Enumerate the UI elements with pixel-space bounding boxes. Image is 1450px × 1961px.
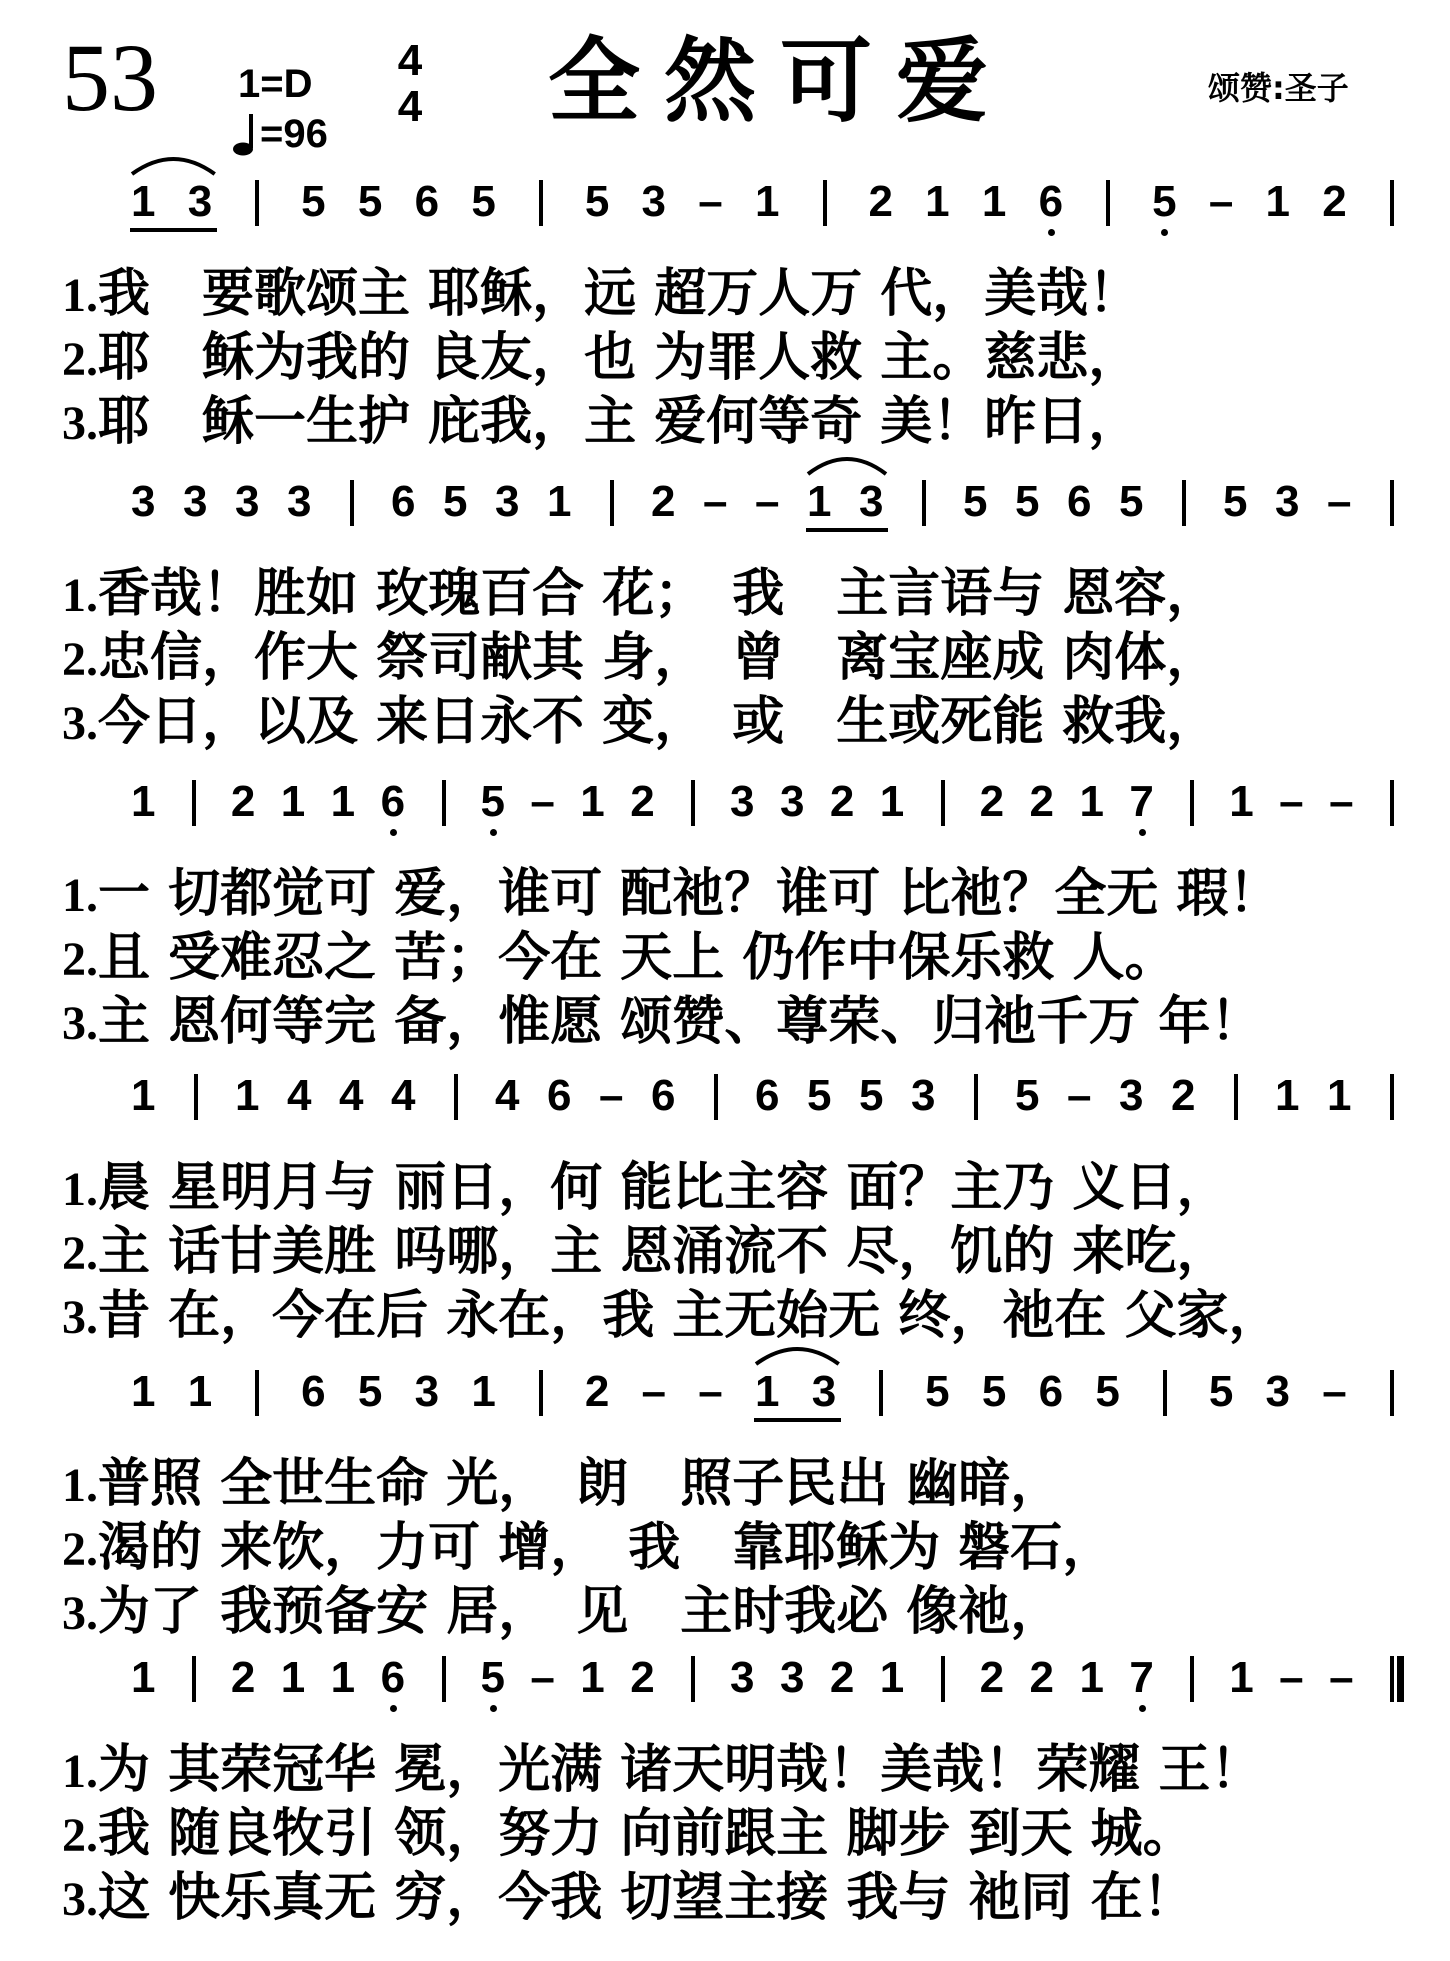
note: 3 [859, 477, 884, 526]
note: 3 [730, 777, 755, 826]
barline [454, 1074, 458, 1120]
verse-number: 1. [62, 869, 98, 922]
dash-note: – [698, 177, 723, 226]
dash-note: – [1329, 1653, 1354, 1702]
quarter-note-icon [232, 112, 256, 156]
verse-number: 3. [62, 1873, 98, 1926]
lyric-text: 耶 稣为我的 良友，也 为罪人救 主。慈悲， [98, 328, 1141, 388]
barline [194, 1074, 198, 1120]
lyric-line [62, 564, 1442, 626]
verse-number: 2. [62, 1809, 98, 1862]
note: 1 [330, 777, 356, 826]
barline [1234, 1074, 1238, 1120]
barline [539, 180, 543, 226]
hymn-number: 53 [62, 24, 158, 131]
barline [1106, 180, 1110, 226]
lyric-line [62, 264, 1442, 326]
barline [1190, 780, 1194, 826]
lyric-line [62, 328, 1442, 390]
lyric-text: 晨 星明月与 丽日，何 能比主容 面？主乃 义日， [98, 1158, 1229, 1218]
lyric-line [62, 1868, 1442, 1930]
tempo-marking [232, 112, 328, 156]
lyric-text: 我 随良牧引 领，努力 向前跟主 脚步 到天 城。 [98, 1804, 1195, 1864]
note: 5 [301, 177, 326, 226]
note: 2 [1029, 1653, 1055, 1702]
lyric-line [62, 1518, 1442, 1580]
time-signature [394, 38, 426, 130]
note: 1 [755, 177, 780, 226]
barline [1390, 180, 1394, 226]
barline [974, 1074, 978, 1120]
lyric-line [62, 928, 1442, 990]
barline [192, 780, 196, 826]
verse-number: 2. [62, 1523, 98, 1576]
barline [823, 180, 827, 226]
barline [192, 1656, 196, 1702]
barline [539, 1370, 543, 1416]
note: 2 [979, 777, 1005, 826]
dash-note: – [1279, 1653, 1304, 1702]
barline [442, 1656, 446, 1702]
note: 7 [1129, 1650, 1153, 1706]
note: 2 [630, 1653, 655, 1702]
note: 2 [1029, 777, 1055, 826]
note: 2 [829, 777, 855, 826]
note: 4 [287, 1071, 312, 1120]
verse-number: 1. [62, 1459, 98, 1512]
notation-row [0, 1364, 1450, 1428]
note: 3 [730, 1653, 755, 1702]
note: 6 [547, 1071, 572, 1120]
barline [714, 1074, 718, 1120]
time-signature-bottom: 4 [397, 82, 423, 131]
dash-note: – [530, 777, 555, 826]
page-title: 全然可爱 [548, 28, 1013, 135]
note: 1 [187, 1367, 213, 1416]
note: 3 [287, 477, 312, 526]
dash-note: – [641, 1367, 667, 1416]
barline [691, 780, 695, 826]
note: 6 [301, 1367, 326, 1416]
verse-number: 3. [62, 997, 98, 1050]
lyric-text: 主 话甘美胜 吗哪，主 恩涌流不 尽，饥的 来吃， [98, 1222, 1229, 1282]
lyric-text: 耶 稣一生护 庇我，主 爱何等奇 美！昨日， [98, 392, 1141, 452]
note: 6 [755, 1071, 780, 1120]
note: 1 [131, 1071, 156, 1120]
dash-note: – [703, 477, 728, 526]
note: 3 [1119, 1071, 1144, 1120]
note: 3 [187, 177, 213, 226]
verse-number: 3. [62, 1587, 98, 1640]
lyricist-credit: 颂赞:圣子 [1208, 69, 1349, 107]
note: 3 [1275, 477, 1300, 526]
verse-number: 2. [62, 933, 98, 986]
barline [255, 180, 259, 226]
note: 1 [131, 1653, 156, 1702]
note: 5 [1119, 477, 1144, 526]
time-signature-top: 4 [397, 36, 423, 85]
verse-number: 3. [62, 697, 98, 750]
note: 5 [1015, 1071, 1040, 1120]
note: 2 [1171, 1071, 1196, 1120]
note: 3 [495, 477, 520, 526]
lyric-text: 今日，以及 来日永不 变， 或 生或死能 救我， [98, 692, 1219, 752]
lyric-text: 渴的 来饮，力可 增， 我 靠耶稣为 磐石， [98, 1518, 1115, 1578]
verse-number: 3. [62, 397, 98, 450]
lyric-text: 普照 全世生命 光， 朗 照子民出 幽暗， [98, 1454, 1063, 1514]
notation-row [0, 774, 1450, 838]
note: 1 [879, 777, 905, 826]
lyric-line [62, 392, 1442, 454]
note: 1 [280, 777, 306, 826]
note: 1 [1229, 777, 1254, 826]
note: 1 [280, 1653, 306, 1702]
slur-mark [754, 1342, 841, 1366]
tempo-value: =96 [260, 112, 328, 156]
note: 2 [230, 777, 256, 826]
dash-note: – [755, 477, 780, 526]
lyric-text: 我 要歌颂主 耶稣，远 超万人万 代，美哉！ [98, 264, 1141, 324]
barline [1163, 1370, 1167, 1416]
note: 1 [547, 477, 572, 526]
lyric-text: 这 快乐真无 穷，今我 切望主接 我与 祂同 在！ [98, 1868, 1195, 1928]
note: 2 [868, 177, 893, 226]
note: 1 [1327, 1071, 1352, 1120]
note: 5 [1095, 1367, 1120, 1416]
lyric-line [62, 1158, 1442, 1220]
verse-number: 3. [62, 1291, 98, 1344]
note: 1 [235, 1071, 260, 1120]
note: 3 [1265, 1367, 1291, 1416]
barline [1390, 1370, 1394, 1416]
note: 6 [381, 1650, 405, 1706]
note: 3 [911, 1071, 936, 1120]
note: 6 [381, 774, 405, 830]
dash-note: – [1208, 177, 1234, 226]
lyric-text: 昔 在，今在后 永在，我 主无始无 终，祂在 父家， [98, 1286, 1281, 1346]
notation-row [0, 1650, 1450, 1714]
note: 1 [131, 777, 156, 826]
dash-note: – [530, 1653, 555, 1702]
verse-number: 1. [62, 1745, 98, 1798]
lyric-line [62, 628, 1442, 690]
note: 4 [495, 1071, 520, 1120]
note: 5 [443, 477, 468, 526]
note: 1 [1079, 1653, 1104, 1702]
lyric-line [62, 1454, 1442, 1516]
note: 1 [580, 777, 605, 826]
barline [1390, 480, 1394, 526]
note: 2 [630, 777, 655, 826]
dash-note: – [1327, 477, 1352, 526]
note: 5 [357, 1367, 383, 1416]
note: 3 [183, 477, 208, 526]
barline [941, 780, 945, 826]
note: 4 [339, 1071, 364, 1120]
lyric-line [62, 1222, 1442, 1284]
note: 5 [1223, 477, 1248, 526]
note: 5 [859, 1071, 884, 1120]
note: 2 [1322, 177, 1347, 226]
note: 4 [391, 1071, 416, 1120]
note: 5 [925, 1367, 950, 1416]
beam-underline [806, 528, 888, 532]
lyric-text: 忠信，作大 祭司献其 身， 曾 离宝座成 肉体， [98, 628, 1219, 688]
note: 1 [879, 1653, 905, 1702]
note: 2 [829, 1653, 855, 1702]
note: 3 [779, 1653, 805, 1702]
note: 2 [230, 1653, 256, 1702]
verse-number: 1. [62, 269, 98, 322]
note: 1 [1229, 1653, 1254, 1702]
dash-note: – [1322, 1367, 1347, 1416]
notation-row [0, 174, 1450, 238]
note: 2 [979, 1653, 1005, 1702]
verse-number: 2. [62, 333, 98, 386]
dash-note: – [599, 1071, 624, 1120]
barline [1182, 480, 1186, 526]
dash-note: – [1067, 1071, 1092, 1120]
note: 1 [1275, 1071, 1300, 1120]
key-signature: 1=D [238, 62, 313, 106]
note: 1 [131, 177, 156, 226]
note: 5 [981, 1367, 1007, 1416]
note: 3 [131, 477, 156, 526]
lyric-line [62, 692, 1442, 754]
note: 6 [1039, 174, 1063, 230]
note: 5 [357, 177, 383, 226]
dash-note: – [698, 1367, 723, 1416]
note: 6 [391, 477, 416, 526]
barline [610, 480, 614, 526]
barline [879, 1370, 883, 1416]
lyric-line [62, 1286, 1442, 1348]
note: 1 [471, 1367, 496, 1416]
lyric-line [62, 864, 1442, 926]
note: 2 [584, 1367, 610, 1416]
note: 6 [651, 1071, 676, 1120]
lyric-line [62, 1740, 1442, 1802]
verse-number: 1. [62, 569, 98, 622]
barline [1390, 1074, 1394, 1120]
note: 1 [807, 477, 832, 526]
dash-note: – [1279, 777, 1304, 826]
barline [922, 480, 926, 526]
note: 5 [1015, 477, 1040, 526]
beam-underline [754, 1418, 841, 1422]
note: 1 [131, 1367, 156, 1416]
barline [255, 1370, 259, 1416]
barline [691, 1656, 695, 1702]
note: 5 [1208, 1367, 1234, 1416]
lyric-text: 且 受难忍之 苦；今在 天上 仍作中保乐救 人。 [98, 928, 1177, 988]
lyric-line [62, 992, 1442, 1054]
note: 7 [1129, 774, 1153, 830]
barline [941, 1656, 945, 1702]
lyric-text: 一 切都觉可 爱，谁可 配祂？谁可 比祂？全无 瑕！ [98, 864, 1281, 924]
note: 3 [779, 777, 805, 826]
final-barline [1390, 1656, 1394, 1702]
barline [1190, 1656, 1194, 1702]
note: 3 [641, 177, 667, 226]
note: 1 [755, 1367, 780, 1416]
note: 5 [1152, 174, 1176, 230]
note: 5 [471, 177, 496, 226]
note: 6 [1038, 1367, 1064, 1416]
final-barline-thick [1397, 1656, 1404, 1702]
note: 5 [480, 1650, 504, 1706]
note: 3 [414, 1367, 440, 1416]
lyric-line [62, 1804, 1442, 1866]
notation-row [0, 1068, 1450, 1132]
dash-note: – [1329, 777, 1354, 826]
note: 1 [580, 1653, 605, 1702]
verse-number: 2. [62, 1227, 98, 1280]
lyric-text: 主 恩何等完 备，惟愿 颂赞、尊荣、归祂千万 年！ [98, 992, 1263, 1052]
note: 2 [651, 477, 676, 526]
note: 6 [1067, 477, 1092, 526]
barline [350, 480, 354, 526]
verse-number: 2. [62, 633, 98, 686]
lyric-text: 为了 我预备安 居， 见 主时我必 像祂， [98, 1582, 1063, 1642]
verse-number: 1. [62, 1163, 98, 1216]
lyric-text: 为 其荣冠华 冕，光满 诸天明哉！美哉！荣耀 王！ [98, 1740, 1263, 1800]
note: 6 [414, 177, 440, 226]
note: 5 [807, 1071, 832, 1120]
note: 3 [811, 1367, 837, 1416]
note: 1 [981, 177, 1007, 226]
barline [1390, 780, 1394, 826]
slur-mark [130, 152, 217, 176]
note: 1 [1265, 177, 1291, 226]
lyric-text: 香哉！胜如 玫瑰百合 花； 我 主言语与 恩容， [98, 564, 1219, 624]
note: 3 [235, 477, 260, 526]
note: 1 [330, 1653, 356, 1702]
beam-underline [130, 228, 217, 232]
note: 1 [1079, 777, 1104, 826]
note: 5 [480, 774, 504, 830]
lyric-line [62, 1582, 1442, 1644]
slur-mark [806, 452, 888, 476]
note: 1 [925, 177, 950, 226]
note: 5 [584, 177, 610, 226]
barline [442, 780, 446, 826]
notation-row [0, 474, 1450, 538]
note: 5 [963, 477, 988, 526]
